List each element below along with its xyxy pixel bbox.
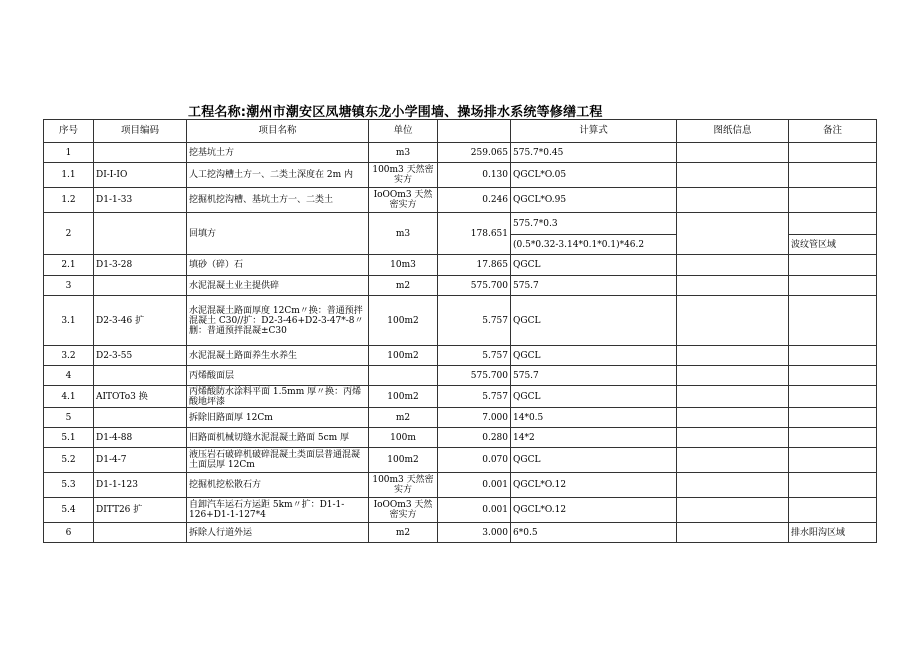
table-row <box>44 163 877 188</box>
table-row <box>44 296 877 346</box>
row-seq: 5.4 <box>44 498 94 523</box>
row-code <box>94 408 187 428</box>
row-code: D1-4-7 <box>94 448 187 473</box>
row-remark <box>789 408 877 428</box>
row-unit: m2 <box>369 276 438 296</box>
row-formula: QGCL*O.12 <box>511 473 677 498</box>
row-drawing <box>677 276 789 296</box>
row-formula: 575.7 <box>511 276 677 296</box>
row-unit <box>369 366 438 386</box>
header-row <box>44 120 877 143</box>
row-name: 人工挖沟槽土方一、二类土深度在 2m 内 <box>187 163 369 188</box>
row-qty: 5.757 <box>438 346 511 366</box>
row-unit: 100m2 <box>369 346 438 366</box>
row-code <box>94 523 187 543</box>
row-drawing <box>677 523 789 543</box>
row-qty: 0.070 <box>438 448 511 473</box>
header-formula: 计算式 <box>511 120 677 143</box>
row-formula: 14*0.5 <box>511 408 677 428</box>
row-formula: QGCL*O.95 <box>511 188 677 213</box>
row-remark <box>789 366 877 386</box>
row-name: 液压岩石破碎机破碎混凝土类面层普通混凝土面层厚 12Cm <box>187 448 369 473</box>
row-drawing <box>677 296 789 346</box>
row-seq: 2.1 <box>44 255 94 276</box>
row-seq: 3.1 <box>44 296 94 346</box>
row-drawing <box>677 498 789 523</box>
row-remark: 排水阳沟区域 <box>789 523 877 543</box>
row-code <box>94 143 187 163</box>
row-seq: 6 <box>44 523 94 543</box>
table-row <box>44 255 877 276</box>
row-formula-2: (0.5*0.32-3.14*0.1*0.1)*46.2 <box>511 235 677 255</box>
page-title: 工程名称:潮州市潮安区凤塘镇东龙小学围墙、操场排水系统等修缮工程 <box>188 105 603 120</box>
table-row <box>44 366 877 386</box>
table-row <box>44 408 877 428</box>
row-qty: 7.000 <box>438 408 511 428</box>
row-remark <box>789 346 877 366</box>
row-qty: 5.757 <box>438 296 511 346</box>
row-seq: 5.2 <box>44 448 94 473</box>
row-qty: 0.001 <box>438 473 511 498</box>
row-qty: 5.757 <box>438 386 511 408</box>
row-seq: 4.1 <box>44 386 94 408</box>
row-drawing <box>677 188 789 213</box>
table-row <box>44 498 877 523</box>
header-name: 项目名称 <box>187 120 369 143</box>
row-formula: QGCL <box>511 296 677 346</box>
row-remark <box>789 498 877 523</box>
row-name: 挖掘机挖沟槽、基坑土方一、二类土 <box>187 188 369 213</box>
row-unit: m3 <box>369 213 438 255</box>
row-drawing <box>677 143 789 163</box>
table-row <box>44 188 877 213</box>
row-code <box>94 366 187 386</box>
row-name: 丙烯酸面层 <box>187 366 369 386</box>
row-code: D1-1-33 <box>94 188 187 213</box>
table-body <box>44 143 877 543</box>
row-formula: QGCL <box>511 346 677 366</box>
row-unit: 100m <box>369 428 438 448</box>
row-drawing <box>677 346 789 366</box>
row-drawing <box>677 408 789 428</box>
row-formula: 575.7*0.3 <box>511 213 677 235</box>
header-unit: 单位 <box>369 120 438 143</box>
row-unit: m2 <box>369 523 438 543</box>
row-name: 挖基坑土方 <box>187 143 369 163</box>
row-name: 水泥混凝土路面厚度 12Cm〃换：普通预拌混凝土 C30//扩：D2-3-46+D2-3-47*-8〃删：普通预拌混凝±C30 <box>187 296 369 346</box>
table-row <box>44 276 877 296</box>
row-drawing <box>677 448 789 473</box>
header-code: 项目编码 <box>94 120 187 143</box>
table-row <box>44 473 877 498</box>
row-seq: 2 <box>44 213 94 255</box>
row-seq: 1 <box>44 143 94 163</box>
row-qty: 17.865 <box>438 255 511 276</box>
row-seq: 4 <box>44 366 94 386</box>
row-drawing <box>677 473 789 498</box>
row-formula: QGCL*O.05 <box>511 163 677 188</box>
row-remark <box>789 163 877 188</box>
row-unit: m3 <box>369 143 438 163</box>
table-row <box>44 386 877 408</box>
row-formula: 575.7*0.45 <box>511 143 677 163</box>
row-remark <box>789 255 877 276</box>
row-drawing <box>677 163 789 188</box>
header-seq: 序号 <box>44 120 94 143</box>
row-qty: 0.001 <box>438 498 511 523</box>
row-seq: 3.2 <box>44 346 94 366</box>
header-drawing: 图纸信息 <box>677 120 789 143</box>
row-code: DITT26 扩 <box>94 498 187 523</box>
row-name: 回填方 <box>187 213 369 255</box>
row-qty: 0.246 <box>438 188 511 213</box>
row-qty: 0.130 <box>438 163 511 188</box>
row-remark <box>789 188 877 213</box>
header-qty <box>438 120 511 143</box>
row-name: 丙烯酸防水涂料平面 1.5mm 厚〃换：丙烯酸地坪漆 <box>187 386 369 408</box>
row-drawing <box>677 255 789 276</box>
row-seq: 1.2 <box>44 188 94 213</box>
table-row <box>44 213 877 235</box>
row-code: D1-4-88 <box>94 428 187 448</box>
row-remark <box>789 213 877 235</box>
row-remark <box>789 428 877 448</box>
row-name: 自卸汽车运石方运距 5km〃扩：D1-1-126+D1-1-127*4 <box>187 498 369 523</box>
row-name: 水泥混凝土业主提供碎 <box>187 276 369 296</box>
row-unit: IoOOm3 天然密实方 <box>369 188 438 213</box>
table-row <box>44 143 877 163</box>
calc-table <box>43 119 877 543</box>
row-name: 旧路面机械切缝水泥混凝土路面 5cm 厚 <box>187 428 369 448</box>
row-qty: 259.065 <box>438 143 511 163</box>
row-qty: 575.700 <box>438 276 511 296</box>
row-qty: 3.000 <box>438 523 511 543</box>
row-drawing <box>677 366 789 386</box>
row-unit: IoOOm3 天然密实方 <box>369 498 438 523</box>
row-remark <box>789 143 877 163</box>
row-formula: 14*2 <box>511 428 677 448</box>
table-row <box>44 448 877 473</box>
table-row <box>44 346 877 366</box>
row-name: 拆除人行道外运 <box>187 523 369 543</box>
row-code: D2-3-55 <box>94 346 187 366</box>
row-qty: 178.651 <box>438 213 511 255</box>
row-code: D1-1-123 <box>94 473 187 498</box>
row-remark <box>789 448 877 473</box>
row-seq: 5.1 <box>44 428 94 448</box>
row-code <box>94 276 187 296</box>
row-remark <box>789 296 877 346</box>
row-seq: 3 <box>44 276 94 296</box>
header-remark: 备注 <box>789 120 877 143</box>
table-row <box>44 523 877 543</box>
row-unit: 100m3 天然密实方 <box>369 163 438 188</box>
row-drawing <box>677 428 789 448</box>
table-row <box>44 428 877 448</box>
row-seq: 1.1 <box>44 163 94 188</box>
row-name: 拆除旧路面厚 12Cm <box>187 408 369 428</box>
row-formula: QGCL <box>511 255 677 276</box>
row-drawing <box>677 213 789 255</box>
row-unit: 100m2 <box>369 386 438 408</box>
row-code: DI-I-IO <box>94 163 187 188</box>
row-formula: QGCL <box>511 386 677 408</box>
row-name: 水泥混凝土路面养生水养生 <box>187 346 369 366</box>
row-unit: 100m3 天然密实方 <box>369 473 438 498</box>
row-formula: 575.7 <box>511 366 677 386</box>
row-remark-2: 波纹管区域 <box>789 235 877 255</box>
row-unit: 10m3 <box>369 255 438 276</box>
row-code: D2-3-46 扩 <box>94 296 187 346</box>
row-remark <box>789 386 877 408</box>
row-unit: m2 <box>369 408 438 428</box>
row-code <box>94 213 187 255</box>
row-unit: 100m2 <box>369 296 438 346</box>
row-formula: QGCL <box>511 448 677 473</box>
row-formula: QGCL*O.12 <box>511 498 677 523</box>
row-qty: 575.700 <box>438 366 511 386</box>
row-remark <box>789 473 877 498</box>
row-unit: 100m2 <box>369 448 438 473</box>
row-remark <box>789 276 877 296</box>
row-seq: 5 <box>44 408 94 428</box>
row-name: 挖掘机挖松散石方 <box>187 473 369 498</box>
row-code: AITOTo3 换 <box>94 386 187 408</box>
row-qty: 0.280 <box>438 428 511 448</box>
row-seq: 5.3 <box>44 473 94 498</box>
row-drawing <box>677 386 789 408</box>
row-name: 填砂（碎）石 <box>187 255 369 276</box>
row-formula: 6*0.5 <box>511 523 677 543</box>
row-code: D1-3-28 <box>94 255 187 276</box>
